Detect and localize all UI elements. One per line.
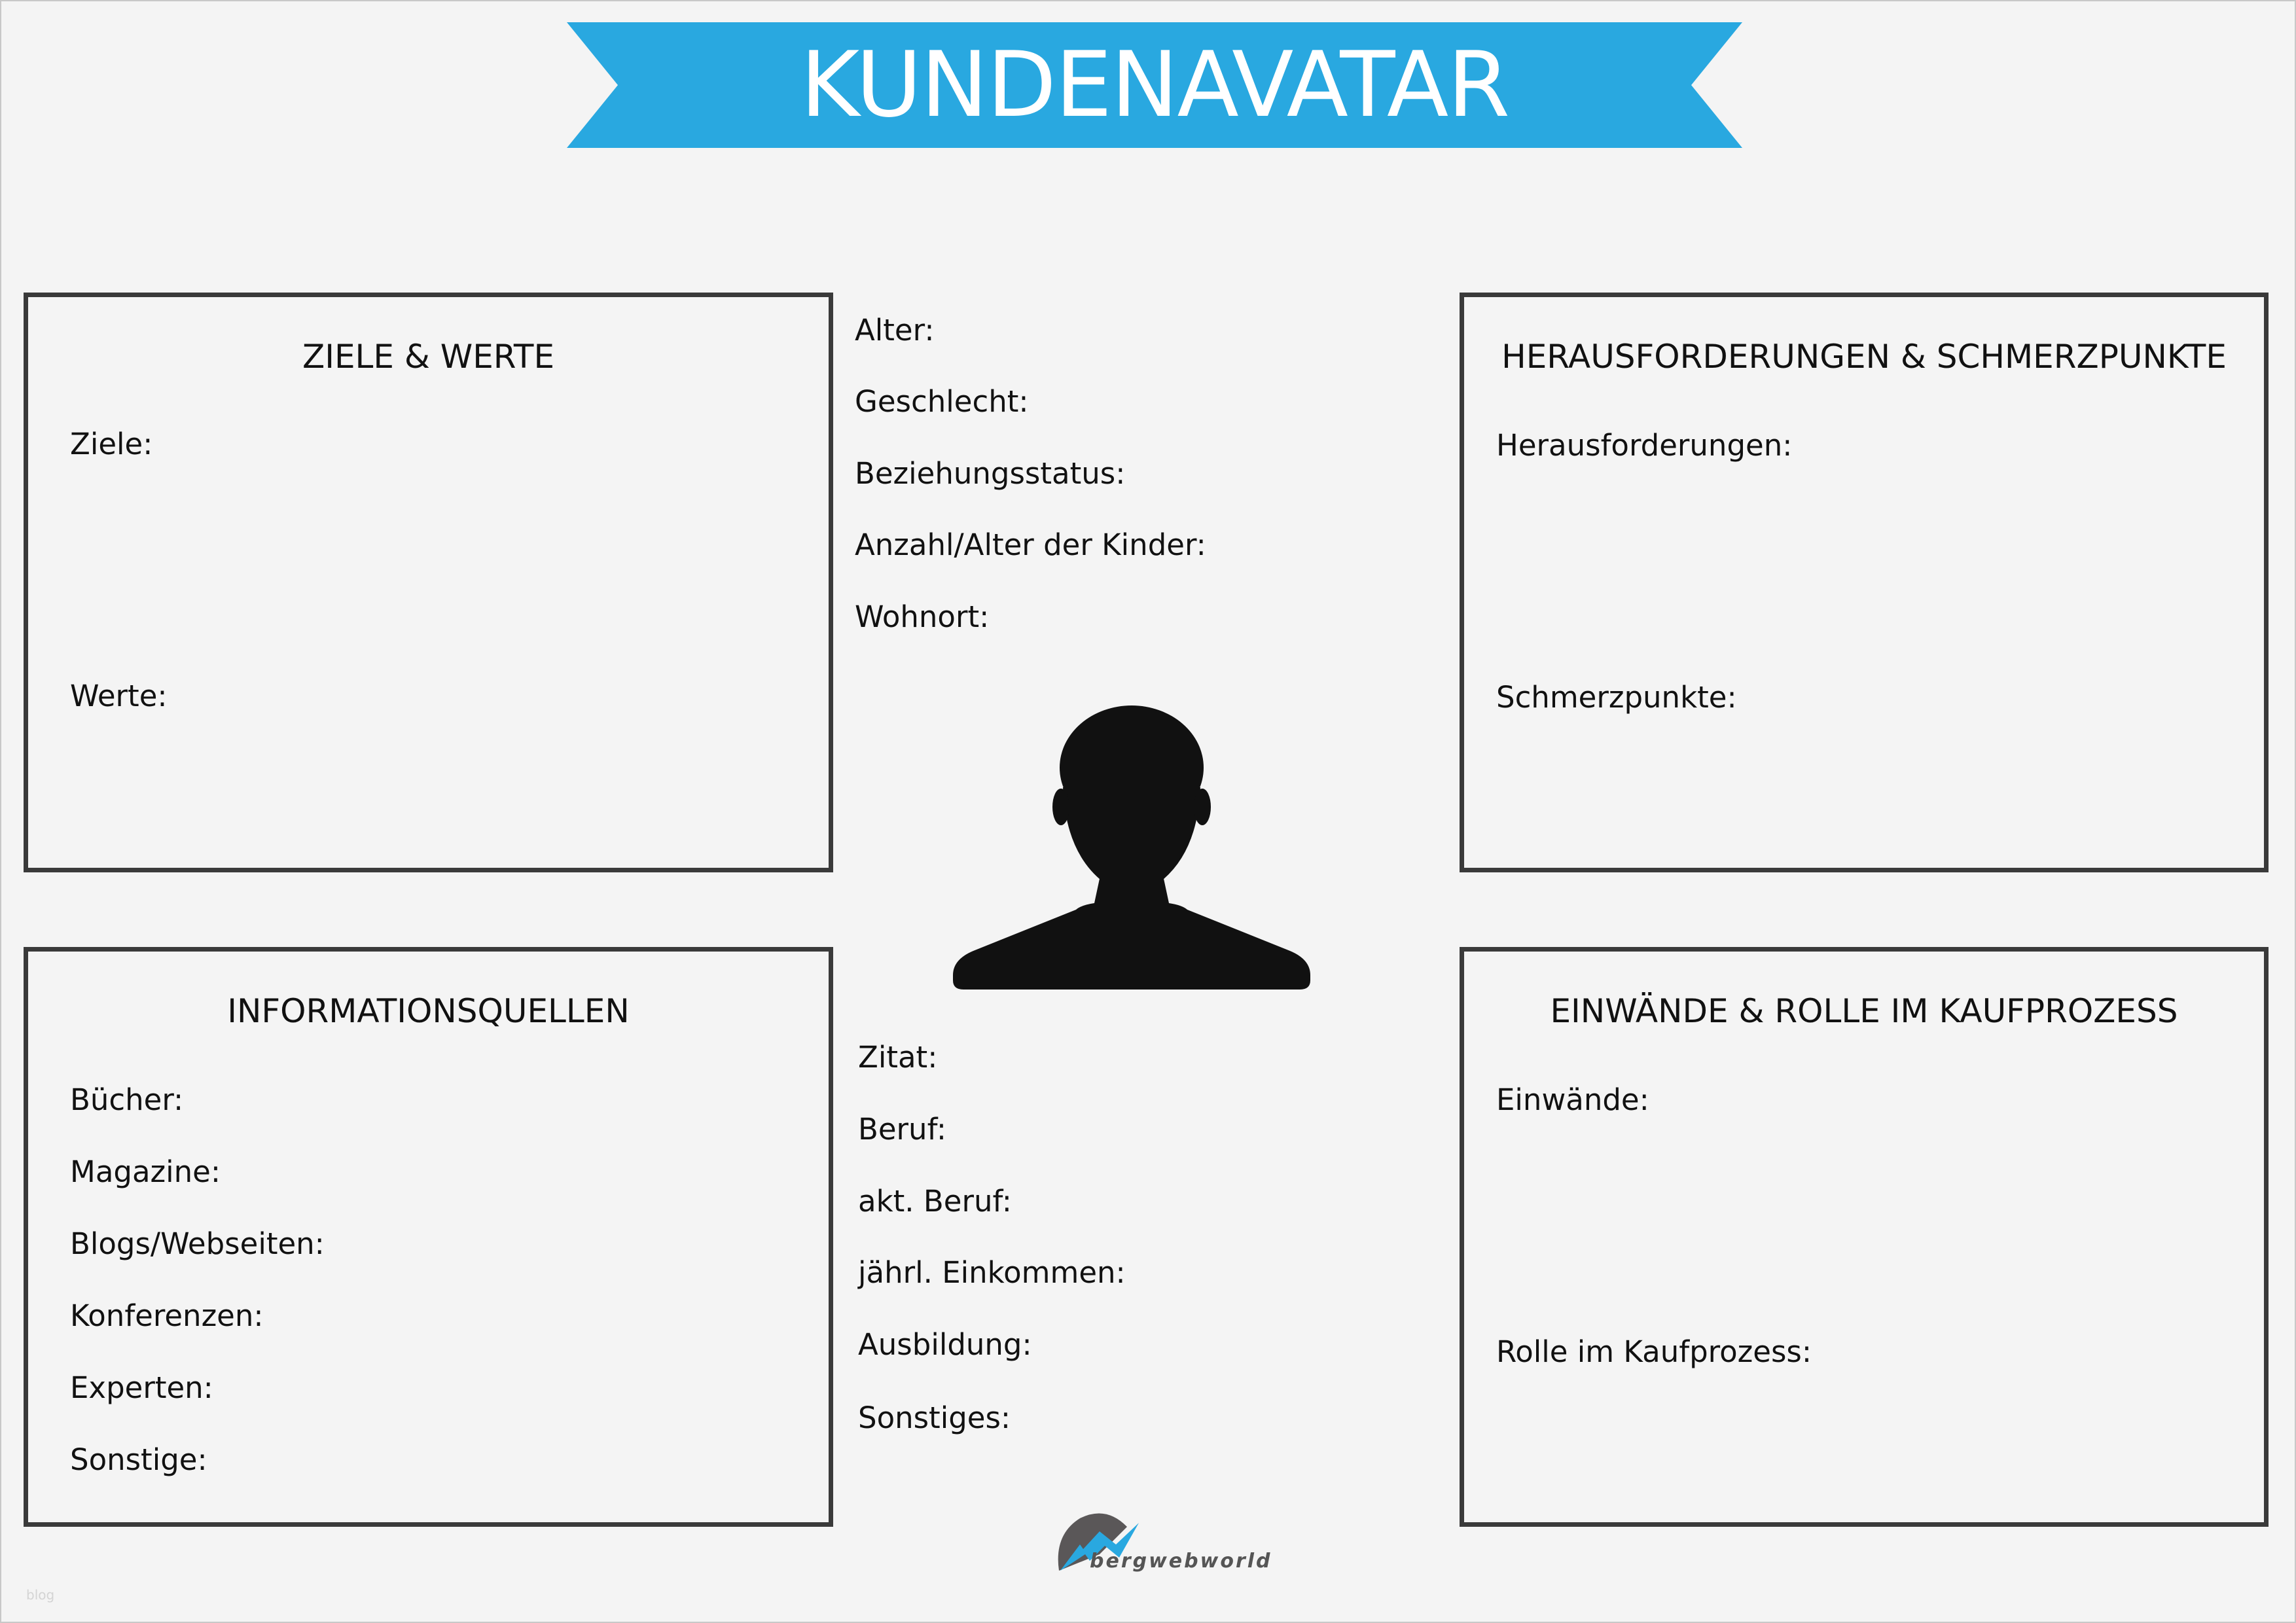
- label-beziehungsstatus: Beziehungsstatus:: [855, 456, 1126, 491]
- box-heading: ZIELE & WERTE: [302, 338, 555, 376]
- label-blogs: Blogs/Webseiten:: [70, 1226, 325, 1261]
- label-einkommen: jährl. Einkommen:: [858, 1255, 1126, 1290]
- box-einwaende: [1460, 947, 2269, 1527]
- person-silhouette-icon: [953, 705, 1310, 990]
- label-ziele: Ziele:: [70, 427, 153, 461]
- label-experten: Experten:: [70, 1370, 213, 1405]
- label-geschlecht: Geschlecht:: [855, 384, 1029, 419]
- label-schmerzpunkte: Schmerzpunkte:: [1496, 680, 1737, 715]
- label-buecher: Bücher:: [70, 1082, 184, 1117]
- box-heading: HERAUSFORDERUNGEN & SCHMERZPUNKTE: [1501, 338, 2227, 376]
- watermark-text: blog: [26, 1587, 55, 1603]
- label-werte: Werte:: [70, 679, 168, 713]
- label-herausforderungen: Herausforderungen:: [1496, 428, 1793, 463]
- label-akt-beruf: akt. Beruf:: [858, 1184, 1012, 1219]
- logo-text: bergwebworld: [1090, 1550, 1272, 1573]
- box-ziele-werte: [24, 293, 833, 872]
- label-magazine: Magazine:: [70, 1154, 221, 1189]
- box-heading: EINWÄNDE & ROLLE IM KAUFPROZESS: [1550, 992, 2178, 1030]
- label-konferenzen: Konferenzen:: [70, 1298, 264, 1333]
- label-zitat: Zitat:: [858, 1040, 938, 1075]
- label-sonstige: Sonstige:: [70, 1442, 207, 1477]
- box-heading: INFORMATIONSQUELLEN: [227, 992, 630, 1030]
- label-einwaende: Einwände:: [1496, 1082, 1649, 1117]
- label-sonstiges: Sonstiges:: [858, 1400, 1011, 1435]
- label-alter: Alter:: [855, 313, 935, 348]
- page-title: KUNDENAVATAR: [800, 32, 1509, 137]
- label-rolle-im-kaufprozess: Rolle im Kaufprozess:: [1496, 1334, 1812, 1369]
- title-banner: [567, 22, 1742, 148]
- box-herausforderungen: [1460, 293, 2269, 872]
- label-beruf: Beruf:: [858, 1112, 946, 1147]
- label-ausbildung: Ausbildung:: [858, 1327, 1032, 1362]
- label-wohnort: Wohnort:: [855, 599, 990, 634]
- label-kinder: Anzahl/Alter der Kinder:: [855, 527, 1206, 562]
